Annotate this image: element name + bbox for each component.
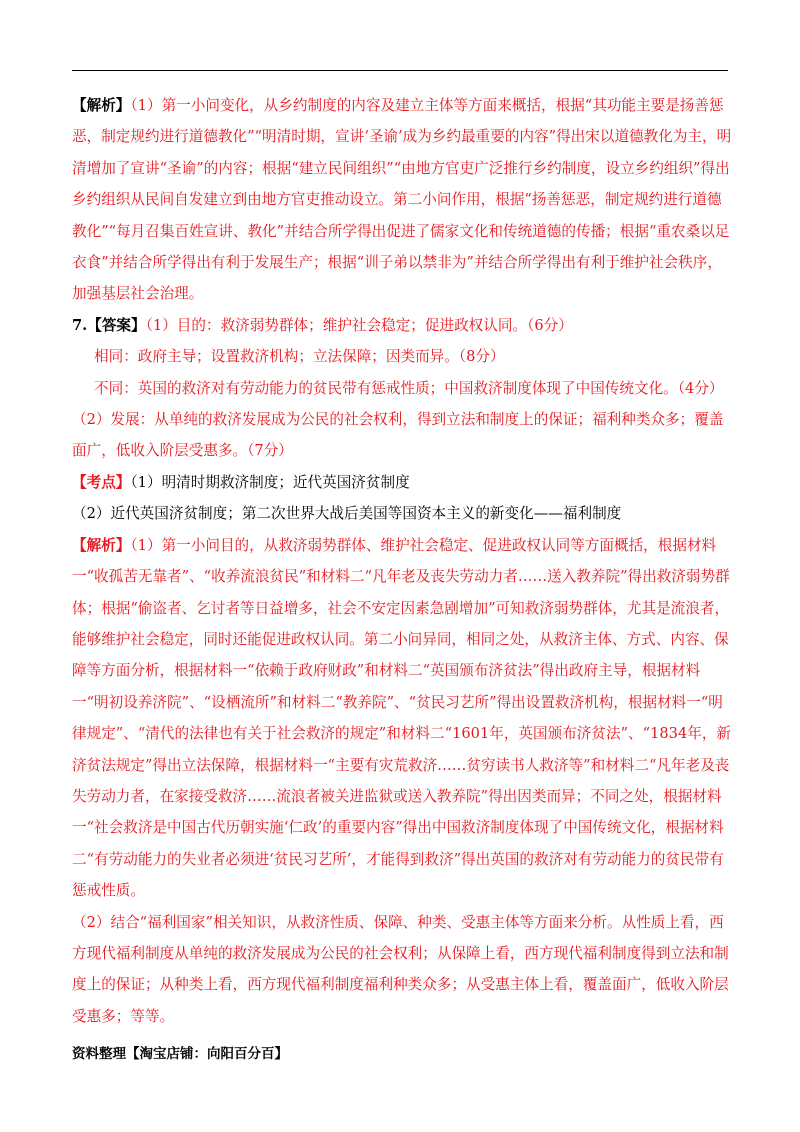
answer-7-part2	[72, 404, 732, 467]
answer-text: （1）目的：救济弱势群体；维护社会稳定；促进政权认同。（6分）	[145, 316, 573, 334]
answer-7-part1	[72, 310, 732, 341]
answer-7-diff	[72, 373, 732, 404]
kaodian-text-2: （2）近代英国济贫制度；第二次世界大战后美国等国资本主义的新变化——福利制度	[72, 505, 622, 523]
analysis-text: （1）第一小问变化，从乡约制度的内容及建立主体等方面来概括，根据“其功能主要是扬善惩恶，制定规约进行道德教化”“明清时期，宣讲‘圣谕’成为乡约最重要的内容”得出宋以道德教化为主，明清增加了宣讲“圣谕”的内容；根据“建立民间组织”“由地方官吏广泛推行乡约制度，设立乡约组织”得出乡约组织从民间自发建立到由地方官吏推动设立。第二小问作用，根据“扬善惩恶，制定规约进行道德教化”“每月召集百姓宣讲、教化”并结合所学得出促进了儒家文化和传统道德的传播；根据“重农桑以足衣食”并结合所学得出有利于发展生产；根据“训子弟以禁非为”并结合所学得出有利于维护社会秩序，加强基层社会治理。	[72, 97, 732, 303]
kaodian-line-1	[72, 467, 732, 498]
analysis-label-7: 【解析】	[72, 536, 131, 554]
analysis-label: 【解析】	[72, 97, 131, 114]
kaodian-line-2	[72, 498, 732, 529]
answer-same-text: 相同：政府主导；设置救济机构；立法保障；因类而异。（8分）	[94, 348, 505, 366]
header-rule	[72, 70, 728, 71]
kaodian-text-1: （1）明清时期救济制度；近代英国济贫制度	[130, 473, 410, 491]
analysis-text-7b: （2）结合“福利国家”相关知识，从救济性质、保障、种类、受惠主体等方面来分析。从性质上看，西方现代福利制度从单纯的救济发展成为公民的社会权利；从保障上看，西方现代福利制度得到立法和制度上的保证；从种类上看，西方现代福利制度福利种类众多；从受惠主体上看，覆盖面广，低收入阶层受惠多；等等。	[72, 913, 729, 1025]
analysis-paragraph-7a	[72, 530, 732, 907]
answer-dev-text: （2）发展：从单纯的救济发展成为公民的社会权利，得到立法和制度上的保证；福利种类众多；覆盖面广，低收入阶层受惠多。（7分）	[72, 411, 724, 460]
analysis-paragraph-6	[72, 90, 732, 310]
analysis-paragraph-7b	[72, 907, 732, 1033]
footer-source: 资料整理【淘宝店铺：向阳百分百】	[72, 1046, 288, 1062]
analysis-text-7a: （1）第一小问目的，从救济弱势群体、维护社会稳定、促进政权认同等方面概括，根据材料一“收孤苦无靠者”、“收养流浪贫民”和材料二“凡年老及丧失劳动力者……送入教养院”得出救济弱势群体；根据“偷盗者、乞讨者等日益增多，社会不安定因素急剧增加”可知救济弱势群体，尤其是流浪者，能够维护社会稳定，同时还能促进政权认同。第二小问异同，相同之处，从救济主体、方式、内容、保障等方面分析，根据材料一“依赖于政府财政”和材料二“英国颁布济贫法”得出政府主导，根据材料一“明初设养济院”、“设栖流所”和材料二“教养院”、“贫民习艺所”得出设置救济机构，根据材料一“明律规定”、“清代的法律也有关于社会救济的规定”和材料二“1601年，英国颁布济贫法”、“1834年，新济贫法规定”得出立法保障，根据材料一“主要有灾荒救济……贫穷读书人救济等”和材料二“凡年老及丧失劳动力者，在家接受救济……流浪者被关进监狱或送入教养院”得出因类而异；不同之处，根据材料一“社会救济是中国古代历朝实施‘仁政’的重要内容”得出中国救济制度体现了中国传统文化，根据材料二“有劳动能力的失业者必须进‘贫民习艺所’，才能得到救济”得出英国的救济对有劳动能力的贫民带有惩戒性质。	[72, 536, 732, 900]
answer-7-same	[72, 341, 732, 372]
kaodian-label: 【考点】	[72, 473, 131, 491]
answer-diff-text: 不同：英国的救济对有劳动能力的贫民带有惩戒性质；中国救济制度体现了中国传统文化。（4分）	[94, 379, 724, 397]
answer-label: 7.【答案】	[72, 316, 146, 334]
document-body	[72, 90, 732, 1032]
